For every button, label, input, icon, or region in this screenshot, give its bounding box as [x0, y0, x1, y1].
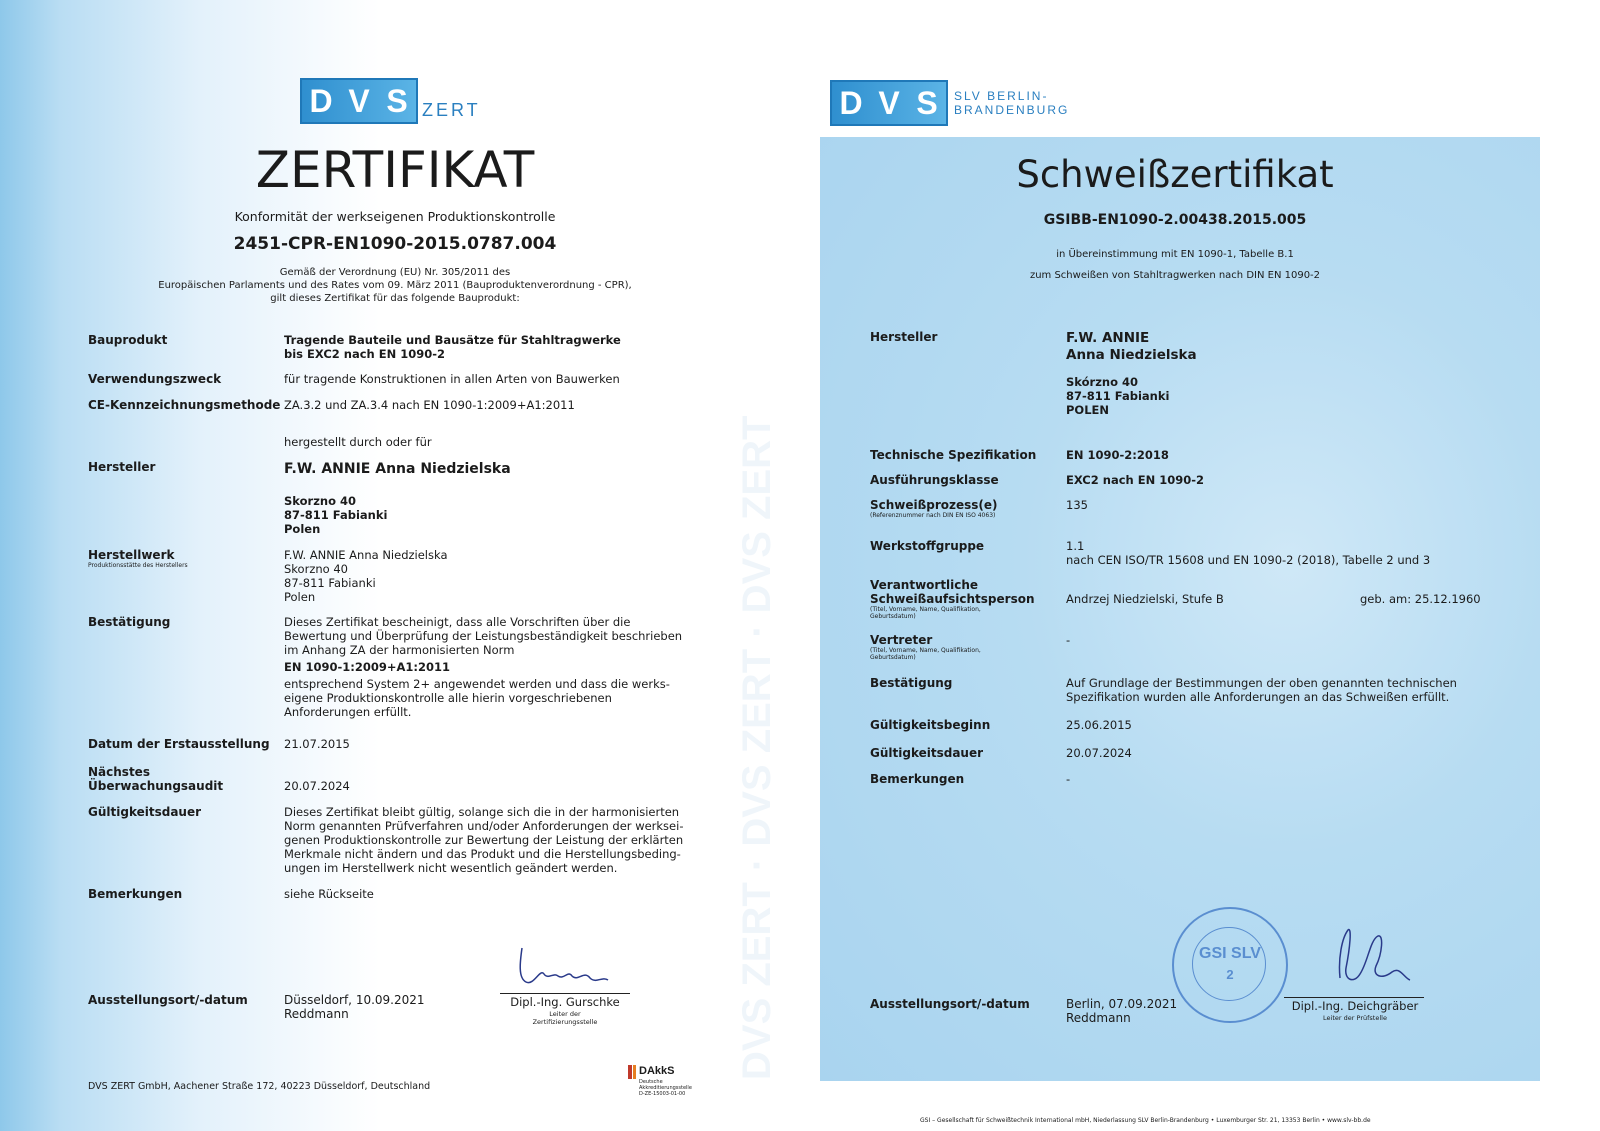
label-klasse: Ausführungsklasse: [870, 473, 999, 487]
label-ce: CE-Kennzeichnungsmethode: [88, 398, 281, 412]
signatory-role-right: Leiter der Prüfstelle: [1323, 1014, 1387, 1022]
werkstoffgruppe: 1.1 nach CEN ISO/TR 15608 und EN 1090-2 (2018), Tabelle 2 und 3: [1066, 539, 1431, 567]
naechstes-audit: 20.07.2024: [284, 779, 350, 793]
bemerkungen-right: -: [1066, 772, 1071, 786]
page-title: ZERTIFIKAT: [255, 141, 535, 199]
intro: Gemäß der Verordnung (EU) Nr. 305/2011 des Europäischen Parlaments und des Rates vom 09. März 2011 (Bauproduktenverordnung - CPR), gilt dieses Zertifikat für das folgende Bauprodukt:: [158, 267, 632, 304]
footer-address: DVS ZERT GmbH, Aachener Straße 172, 40223 Düsseldorf, Deutschland: [88, 1081, 431, 1092]
ce-method: ZA.3.2 und ZA.3.4 nach EN 1090-1:2009+A1:2011: [284, 398, 575, 412]
certificate-number-right: GSIBB-EN1090-2.00438.2015.005: [1043, 212, 1307, 228]
signature-line: [500, 993, 630, 994]
gueltigkeitsdauer-right: 20.07.2024: [1066, 746, 1132, 760]
dvs-zert-logo: D V S ZERT: [300, 78, 481, 124]
bemerkungen: siehe Rückseite: [284, 887, 374, 901]
label-tech: Technische Spezifikation: [870, 448, 1037, 462]
geburtsdatum: geb. am: 25.12.1960: [1360, 592, 1481, 606]
watermark: DVS ZERT · DVS ZERT · DVS ZERT: [735, 415, 779, 1080]
label-datum: Datum der Erstausstellung: [88, 737, 270, 751]
label-beginn: Gültigkeitsbeginn: [870, 718, 991, 732]
footer-address-right: GSI – Gesellschaft für Schweißtechnik International mbH, Niederlassung SLV Berlin-Brandenburg • Luxemburger Str. 21, 13353 Berlin • www.slv-bb.de: [920, 1117, 1371, 1124]
schweissprozess: 135: [1066, 498, 1088, 512]
label-verantwortliche: Verantwortliche Schweißaufsichtsperson (Titel, Vorname, Name, Qualifikation, Geburtsdatum): [870, 578, 1035, 620]
schweissaufsicht: Andrzej Niedzielski, Stufe B: [1066, 592, 1224, 606]
datum-erstausstellung: 21.07.2015: [284, 737, 350, 751]
label-gueltigkeit: Gültigkeitsdauer: [88, 805, 202, 819]
hersteller: F.W. ANNIE Anna Niedzielska: [284, 461, 511, 477]
signatory-role: Leiter der Zertifizierungsstelle: [532, 1010, 598, 1026]
bestaetigung: Dieses Zertifikat bescheinigt, dass alle Vorschriften über die Bewertung und Überprüfung der Leistungsbeständigkeit beschrieben im Anhang ZA der harmonisierten Norm EN 1090-1:2009+A1:2011 entsprechend System 2+ angewendet werden und dass die werks- eigene Produktionskontrolle alle hierin vorgeschriebenen Anforderungen erfüllt.: [284, 615, 683, 719]
label-bemerkungen: Bemerkungen: [88, 887, 183, 901]
hersteller-right: F.W. ANNIE Anna Niedzielska: [1066, 330, 1197, 363]
hersteller-address: Skorzno 40 87-811 Fabianki Polen: [284, 494, 388, 536]
tech-spezifikation: EN 1090-2:2018: [1066, 448, 1169, 462]
label-bestaetigung: Bestätigung: [88, 615, 171, 629]
ausstellungsort-right: Berlin, 07.09.2021 Reddmann: [1066, 997, 1178, 1025]
official-stamp: GSI SLV 2: [1172, 907, 1288, 1023]
label-hersteller: Hersteller: [88, 460, 156, 474]
label-verwendungszweck: Verwendungszweck: [88, 372, 222, 386]
bauprodukt: Tragende Bauteile und Bausätze für Stahltragwerke bis EXC2 nach EN 1090-2: [284, 333, 621, 361]
bestaetigung-right: Auf Grundlage der Bestimmungen der oben genannten technischen Spezifikation wurden alle Anforderungen an das Schweißen erfüllt.: [1066, 676, 1457, 704]
herstellwerk: F.W. ANNIE Anna Niedzielska Skorzno 40 87-811 Fabianki Polen: [284, 548, 448, 604]
vertreter: -: [1066, 633, 1071, 647]
verwendungszweck: für tragende Konstruktionen in allen Arten von Bauwerken: [284, 372, 620, 386]
signatory-name: Dipl.-Ing. Gurschke: [510, 995, 620, 1009]
label-vertreter: Vertreter (Titel, Vorname, Name, Qualifikation, Geburtsdatum): [870, 633, 981, 661]
hergestellt: hergestellt durch oder für: [284, 435, 432, 449]
label-audit: Nächstes Überwachungsaudit: [88, 765, 224, 793]
label-ausstellungsort-right: Ausstellungsort/-datum: [870, 997, 1030, 1011]
label-dauer: Gültigkeitsdauer: [870, 746, 984, 760]
label-ausstellungsort: Ausstellungsort/-datum: [88, 993, 248, 1007]
label-bestaetigung-right: Bestätigung: [870, 676, 953, 690]
hersteller-address-right: Skórzno 40 87-811 Fabianki POLEN: [1066, 375, 1170, 417]
gueltigkeitsbeginn: 25.06.2015: [1066, 718, 1132, 732]
certificate-number: 2451-CPR-EN1090-2015.0787.004: [233, 234, 557, 254]
label-hersteller-right: Hersteller: [870, 330, 938, 344]
signature-line-right: [1284, 997, 1424, 998]
dvs-slv-logo: D V S SLV BERLIN- BRANDENBURG: [830, 80, 1069, 126]
ausfuehrungsklasse: EXC2 nach EN 1090-2: [1066, 473, 1204, 487]
page-title-right: Schweißzertifikat: [1016, 153, 1334, 196]
label-werkstoff: Werkstoffgruppe: [870, 539, 985, 553]
gueltigkeitsdauer: Dieses Zertifikat bleibt gültig, solange sich die in der harmonisierten Norm genannten Prüfverfahren und/oder Anforderungen der werksei- genen Produktionskontrolle zur Bewertung der Leistung der erklärten Merkmale nicht ändern und das Produkt und die Herstellungsbeding- ungen im Herstellwerk nicht wesentlich geändert werden.: [284, 805, 684, 875]
label-herstellwerk: Herstellwerk Produktionsstätte des Herstellers: [88, 548, 188, 569]
signature-gurschke: [510, 940, 620, 995]
subtitle: Konformität der werkseigenen Produktionskontrolle: [234, 209, 556, 224]
label-bauprodukt: Bauprodukt: [88, 333, 168, 347]
intro-right: in Übereinstimmung mit EN 1090-1, Tabelle B.1 zum Schweißen von Stahltragwerken nach DIN EN 1090-2: [1029, 249, 1321, 281]
ausstellungsort: Düsseldorf, 10.09.2021 Reddmann: [284, 993, 425, 1021]
signatory-name-right: Dipl.-Ing. Deichgräber: [1291, 999, 1419, 1013]
label-prozess: Schweißprozess(e) (Referenznummer nach DIN EN ISO 4063): [870, 498, 998, 519]
label-bemerkungen-right: Bemerkungen: [870, 772, 965, 786]
signature-deichgraeber: [1320, 918, 1420, 998]
